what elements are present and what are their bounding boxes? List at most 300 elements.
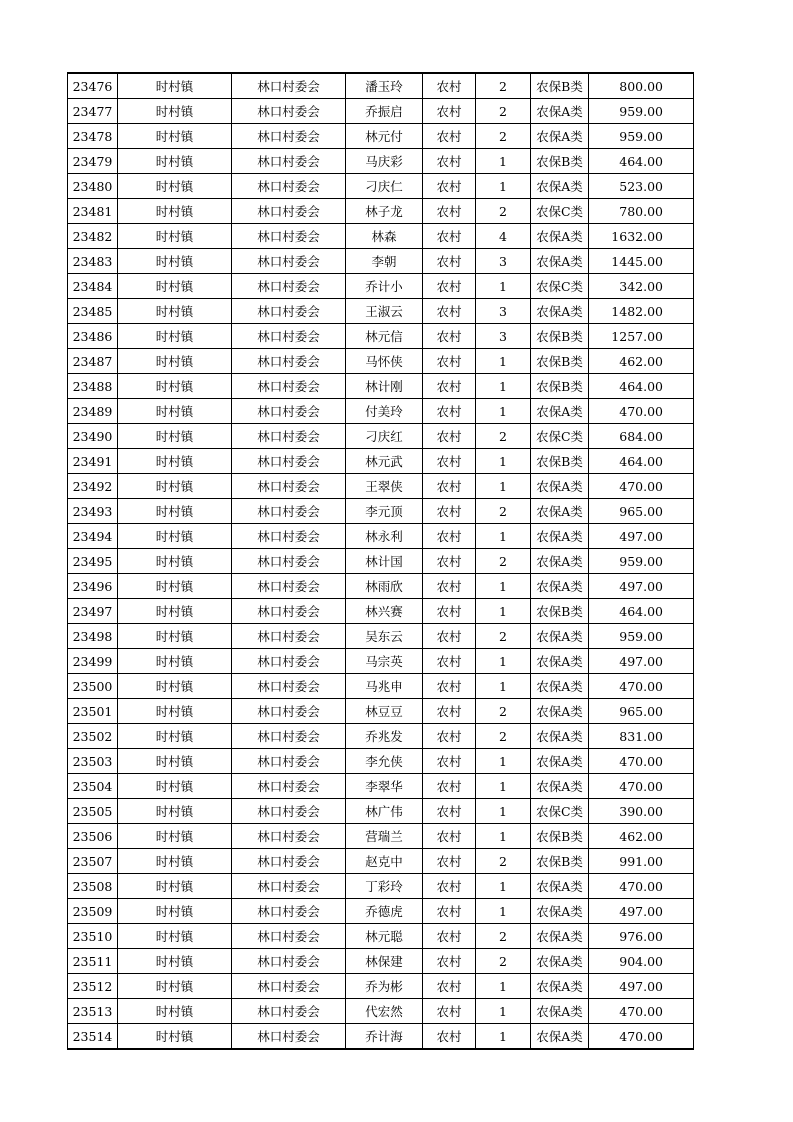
member-count-cell: 3 [476,249,531,274]
town-cell: 时村镇 [118,849,232,874]
household-type-cell: 农村 [423,849,476,874]
record-id-cell: 23508 [68,874,118,899]
member-count-cell: 1 [476,174,531,199]
household-type-cell: 农村 [423,924,476,949]
table-row [68,824,694,849]
name-cell: 林元聪 [346,924,423,949]
household-type-cell: 农村 [423,999,476,1024]
member-count-cell: 2 [476,724,531,749]
household-type-cell: 农村 [423,99,476,124]
household-type-cell: 农村 [423,824,476,849]
town-cell: 时村镇 [118,674,232,699]
table-row [68,574,694,599]
amount-cell: 1257.00 [589,324,694,349]
amount-cell: 497.00 [589,974,694,999]
village-committee-cell: 林口村委会 [232,874,346,899]
household-type-cell: 农村 [423,899,476,924]
table-row [68,849,694,874]
name-cell: 付美玲 [346,399,423,424]
name-cell: 林计刚 [346,374,423,399]
table-row [68,149,694,174]
amount-cell: 464.00 [589,149,694,174]
household-type-cell: 农村 [423,374,476,399]
amount-cell: 390.00 [589,799,694,824]
table-row [68,124,694,149]
household-type-cell: 农村 [423,549,476,574]
amount-cell: 523.00 [589,174,694,199]
record-id-cell: 23507 [68,849,118,874]
amount-cell: 464.00 [589,449,694,474]
amount-cell: 497.00 [589,649,694,674]
table-row [68,699,694,724]
name-cell: 林永利 [346,524,423,549]
member-count-cell: 1 [476,149,531,174]
amount-cell: 965.00 [589,699,694,724]
name-cell: 代宏然 [346,999,423,1024]
member-count-cell: 2 [476,549,531,574]
amount-cell: 470.00 [589,474,694,499]
table-row [68,674,694,699]
amount-cell: 497.00 [589,524,694,549]
village-committee-cell: 林口村委会 [232,99,346,124]
record-id-cell: 23486 [68,324,118,349]
town-cell: 时村镇 [118,199,232,224]
record-id-cell: 23509 [68,899,118,924]
village-committee-cell: 林口村委会 [232,774,346,799]
category-cell: 农保A类 [531,1024,589,1050]
record-id-cell: 23484 [68,274,118,299]
household-type-cell: 农村 [423,399,476,424]
household-type-cell: 农村 [423,799,476,824]
village-committee-cell: 林口村委会 [232,899,346,924]
record-id-cell: 23485 [68,299,118,324]
category-cell: 农保C类 [531,799,589,824]
village-committee-cell: 林口村委会 [232,424,346,449]
member-count-cell: 1 [476,874,531,899]
category-cell: 农保C类 [531,274,589,299]
town-cell: 时村镇 [118,999,232,1024]
village-committee-cell: 林口村委会 [232,449,346,474]
member-count-cell: 1 [476,524,531,549]
village-committee-cell: 林口村委会 [232,999,346,1024]
amount-cell: 780.00 [589,199,694,224]
town-cell: 时村镇 [118,249,232,274]
name-cell: 马怀侠 [346,349,423,374]
household-type-cell: 农村 [423,349,476,374]
household-type-cell: 农村 [423,199,476,224]
record-id-cell: 23497 [68,599,118,624]
village-committee-cell: 林口村委会 [232,849,346,874]
name-cell: 吴东云 [346,624,423,649]
name-cell: 乔计小 [346,274,423,299]
table-row [68,99,694,124]
household-type-cell: 农村 [423,324,476,349]
category-cell: 农保B类 [531,349,589,374]
table-row [68,624,694,649]
amount-cell: 959.00 [589,624,694,649]
category-cell: 农保B类 [531,324,589,349]
household-type-cell: 农村 [423,774,476,799]
town-cell: 时村镇 [118,774,232,799]
member-count-cell: 2 [476,424,531,449]
amount-cell: 497.00 [589,899,694,924]
name-cell: 乔兆发 [346,724,423,749]
town-cell: 时村镇 [118,824,232,849]
amount-cell: 342.00 [589,274,694,299]
amount-cell: 470.00 [589,774,694,799]
village-committee-cell: 林口村委会 [232,1024,346,1050]
amount-cell: 497.00 [589,574,694,599]
table-row [68,224,694,249]
name-cell: 林元武 [346,449,423,474]
category-cell: 农保A类 [531,949,589,974]
household-type-cell: 农村 [423,624,476,649]
village-committee-cell: 林口村委会 [232,324,346,349]
name-cell: 林森 [346,224,423,249]
name-cell: 刁庆仁 [346,174,423,199]
village-committee-cell: 林口村委会 [232,499,346,524]
amount-cell: 959.00 [589,124,694,149]
record-id-cell: 23491 [68,449,118,474]
name-cell: 乔计海 [346,1024,423,1050]
village-committee-cell: 林口村委会 [232,149,346,174]
category-cell: 农保A类 [531,124,589,149]
category-cell: 农保C类 [531,424,589,449]
table-row [68,774,694,799]
record-id-cell: 23500 [68,674,118,699]
record-id-cell: 23478 [68,124,118,149]
member-count-cell: 1 [476,799,531,824]
town-cell: 时村镇 [118,649,232,674]
town-cell: 时村镇 [118,274,232,299]
village-committee-cell: 林口村委会 [232,349,346,374]
town-cell: 时村镇 [118,699,232,724]
records-table-body [68,73,694,1049]
name-cell: 林元付 [346,124,423,149]
name-cell: 李允侠 [346,749,423,774]
category-cell: 农保A类 [531,524,589,549]
amount-cell: 470.00 [589,874,694,899]
town-cell: 时村镇 [118,749,232,774]
table-row [68,974,694,999]
amount-cell: 470.00 [589,674,694,699]
amount-cell: 462.00 [589,349,694,374]
name-cell: 林元信 [346,324,423,349]
record-id-cell: 23487 [68,349,118,374]
name-cell: 乔为彬 [346,974,423,999]
town-cell: 时村镇 [118,949,232,974]
record-id-cell: 23495 [68,549,118,574]
record-id-cell: 23501 [68,699,118,724]
town-cell: 时村镇 [118,574,232,599]
category-cell: 农保A类 [531,874,589,899]
member-count-cell: 2 [476,499,531,524]
record-id-cell: 23482 [68,224,118,249]
table-row [68,73,694,99]
name-cell: 赵克中 [346,849,423,874]
town-cell: 时村镇 [118,1024,232,1050]
town-cell: 时村镇 [118,149,232,174]
category-cell: 农保A类 [531,224,589,249]
town-cell: 时村镇 [118,874,232,899]
member-count-cell: 1 [476,374,531,399]
category-cell: 农保A类 [531,174,589,199]
village-committee-cell: 林口村委会 [232,724,346,749]
category-cell: 农保A类 [531,399,589,424]
table-row [68,324,694,349]
amount-cell: 965.00 [589,499,694,524]
town-cell: 时村镇 [118,474,232,499]
amount-cell: 1445.00 [589,249,694,274]
town-cell: 时村镇 [118,624,232,649]
village-committee-cell: 林口村委会 [232,274,346,299]
category-cell: 农保A类 [531,649,589,674]
table-row [68,549,694,574]
town-cell: 时村镇 [118,73,232,99]
member-count-cell: 2 [476,924,531,949]
category-cell: 农保B类 [531,599,589,624]
record-id-cell: 23514 [68,1024,118,1050]
name-cell: 营瑞兰 [346,824,423,849]
town-cell: 时村镇 [118,724,232,749]
name-cell: 丁彩玲 [346,874,423,899]
table-row [68,449,694,474]
name-cell: 马庆彩 [346,149,423,174]
member-count-cell: 1 [476,349,531,374]
member-count-cell: 3 [476,324,531,349]
member-count-cell: 2 [476,849,531,874]
town-cell: 时村镇 [118,224,232,249]
amount-cell: 470.00 [589,999,694,1024]
town-cell: 时村镇 [118,974,232,999]
village-committee-cell: 林口村委会 [232,674,346,699]
household-type-cell: 农村 [423,974,476,999]
name-cell: 李元顶 [346,499,423,524]
amount-cell: 684.00 [589,424,694,449]
household-type-cell: 农村 [423,749,476,774]
name-cell: 林豆豆 [346,699,423,724]
record-id-cell: 23506 [68,824,118,849]
village-committee-cell: 林口村委会 [232,599,346,624]
household-type-cell: 农村 [423,224,476,249]
town-cell: 时村镇 [118,524,232,549]
town-cell: 时村镇 [118,599,232,624]
table-row [68,999,694,1024]
table-row [68,799,694,824]
member-count-cell: 2 [476,199,531,224]
amount-cell: 800.00 [589,73,694,99]
record-id-cell: 23504 [68,774,118,799]
village-committee-cell: 林口村委会 [232,224,346,249]
village-committee-cell: 林口村委会 [232,749,346,774]
table-row [68,424,694,449]
table-row [68,949,694,974]
household-type-cell: 农村 [423,424,476,449]
member-count-cell: 2 [476,73,531,99]
town-cell: 时村镇 [118,299,232,324]
record-id-cell: 23488 [68,374,118,399]
category-cell: 农保B类 [531,849,589,874]
record-id-cell: 23490 [68,424,118,449]
household-type-cell: 农村 [423,574,476,599]
village-committee-cell: 林口村委会 [232,924,346,949]
name-cell: 林广伟 [346,799,423,824]
amount-cell: 470.00 [589,399,694,424]
category-cell: 农保A类 [531,299,589,324]
record-id-cell: 23498 [68,624,118,649]
category-cell: 农保A类 [531,999,589,1024]
table-row [68,274,694,299]
amount-cell: 464.00 [589,599,694,624]
table-row [68,474,694,499]
record-id-cell: 23480 [68,174,118,199]
record-id-cell: 23479 [68,149,118,174]
member-count-cell: 1 [476,474,531,499]
record-id-cell: 23493 [68,499,118,524]
table-row [68,249,694,274]
name-cell: 潘玉玲 [346,73,423,99]
name-cell: 乔德虎 [346,899,423,924]
amount-cell: 904.00 [589,949,694,974]
town-cell: 时村镇 [118,449,232,474]
category-cell: 农保A类 [531,624,589,649]
category-cell: 农保A类 [531,549,589,574]
member-count-cell: 1 [476,449,531,474]
category-cell: 农保A类 [531,474,589,499]
village-committee-cell: 林口村委会 [232,549,346,574]
name-cell: 李朝 [346,249,423,274]
town-cell: 时村镇 [118,374,232,399]
village-committee-cell: 林口村委会 [232,199,346,224]
member-count-cell: 2 [476,699,531,724]
record-id-cell: 23483 [68,249,118,274]
member-count-cell: 1 [476,999,531,1024]
table-row [68,399,694,424]
village-committee-cell: 林口村委会 [232,174,346,199]
category-cell: 农保A类 [531,699,589,724]
household-type-cell: 农村 [423,249,476,274]
village-committee-cell: 林口村委会 [232,624,346,649]
village-committee-cell: 林口村委会 [232,299,346,324]
name-cell: 马兆申 [346,674,423,699]
town-cell: 时村镇 [118,424,232,449]
amount-cell: 959.00 [589,549,694,574]
member-count-cell: 1 [476,574,531,599]
town-cell: 时村镇 [118,799,232,824]
town-cell: 时村镇 [118,399,232,424]
member-count-cell: 1 [476,399,531,424]
records-table [67,72,694,1050]
table-row [68,499,694,524]
amount-cell: 831.00 [589,724,694,749]
village-committee-cell: 林口村委会 [232,649,346,674]
household-type-cell: 农村 [423,874,476,899]
town-cell: 时村镇 [118,899,232,924]
record-id-cell: 23505 [68,799,118,824]
household-type-cell: 农村 [423,174,476,199]
village-committee-cell: 林口村委会 [232,824,346,849]
category-cell: 农保A类 [531,974,589,999]
member-count-cell: 1 [476,649,531,674]
category-cell: 农保A类 [531,99,589,124]
name-cell: 乔振启 [346,99,423,124]
village-committee-cell: 林口村委会 [232,799,346,824]
record-id-cell: 23512 [68,974,118,999]
household-type-cell: 农村 [423,649,476,674]
name-cell: 林子龙 [346,199,423,224]
member-count-cell: 2 [476,949,531,974]
member-count-cell: 1 [476,824,531,849]
category-cell: 农保A类 [531,749,589,774]
member-count-cell: 3 [476,299,531,324]
record-id-cell: 23511 [68,949,118,974]
amount-cell: 470.00 [589,1024,694,1050]
member-count-cell: 2 [476,124,531,149]
household-type-cell: 农村 [423,299,476,324]
town-cell: 时村镇 [118,124,232,149]
table-row [68,299,694,324]
table-row [68,374,694,399]
village-committee-cell: 林口村委会 [232,374,346,399]
village-committee-cell: 林口村委会 [232,73,346,99]
category-cell: 农保B类 [531,449,589,474]
record-id-cell: 23510 [68,924,118,949]
table-row [68,749,694,774]
amount-cell: 470.00 [589,749,694,774]
town-cell: 时村镇 [118,174,232,199]
table-row [68,649,694,674]
record-id-cell: 23502 [68,724,118,749]
member-count-cell: 1 [476,774,531,799]
category-cell: 农保A类 [531,574,589,599]
household-type-cell: 农村 [423,1024,476,1050]
village-committee-cell: 林口村委会 [232,124,346,149]
town-cell: 时村镇 [118,499,232,524]
member-count-cell: 1 [476,1024,531,1050]
member-count-cell: 4 [476,224,531,249]
table-row [68,899,694,924]
name-cell: 林雨欣 [346,574,423,599]
table-row [68,599,694,624]
name-cell: 李翠华 [346,774,423,799]
category-cell: 农保B类 [531,374,589,399]
household-type-cell: 农村 [423,274,476,299]
table-row [68,524,694,549]
name-cell: 林计国 [346,549,423,574]
village-committee-cell: 林口村委会 [232,699,346,724]
town-cell: 时村镇 [118,324,232,349]
household-type-cell: 农村 [423,524,476,549]
village-committee-cell: 林口村委会 [232,574,346,599]
amount-cell: 1632.00 [589,224,694,249]
member-count-cell: 1 [476,274,531,299]
member-count-cell: 1 [476,749,531,774]
town-cell: 时村镇 [118,924,232,949]
record-id-cell: 23499 [68,649,118,674]
village-committee-cell: 林口村委会 [232,524,346,549]
table-row [68,174,694,199]
village-committee-cell: 林口村委会 [232,474,346,499]
village-committee-cell: 林口村委会 [232,974,346,999]
table-row [68,874,694,899]
name-cell: 林保建 [346,949,423,974]
town-cell: 时村镇 [118,99,232,124]
member-count-cell: 1 [476,899,531,924]
village-committee-cell: 林口村委会 [232,249,346,274]
town-cell: 时村镇 [118,349,232,374]
household-type-cell: 农村 [423,699,476,724]
category-cell: 农保C类 [531,199,589,224]
